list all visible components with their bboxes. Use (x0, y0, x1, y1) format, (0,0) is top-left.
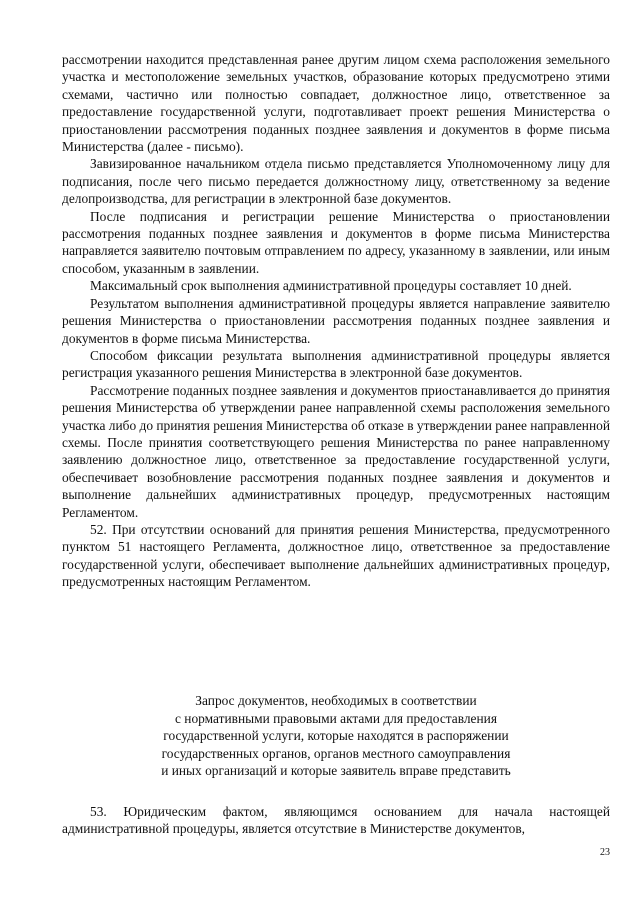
paragraph-signing-registration: После подписания и регистрации решение Министерства о приостановлении рассмотрения поданных позднее заявления и документов в форме письма Министерства направляется заявителю почтовым отправлением по адресу, указанному в заявлении, или иным способом, указанным в заявлении. (62, 208, 610, 276)
section-heading-line: и иных организаций и которые заявитель вправе представить (161, 763, 511, 779)
section-heading-line: с нормативными правовыми актами для предоставления (174, 710, 497, 726)
paragraph-procedure-result: Результатом выполнения административной процедуры является направление заявителю решения Министерства о приостановлении рассмотрения поданных позднее заявления и документов в форме письма Министерства. (62, 295, 610, 346)
paragraph-endorsed-letter: Завизированное начальником отдела письмо представляется Уполномоченному лицу для подписания, после чего письмо передается должностному лицу, ответственному за ведение делопроизводства, для регистрации в электронной базе документов. (62, 156, 610, 207)
page-number: 23 (600, 847, 610, 858)
paragraph-clause-53: 53. Юридическим фактом, являющимся основанием для начала настоящей административной процедуры, является отсутствие в Министерстве документов, (62, 804, 610, 837)
document-body (62, 51, 610, 591)
section-heading-line: государственных органов, органов местного самоуправления (161, 745, 511, 761)
document-body-continued (62, 803, 610, 838)
paragraph-suspension: Рассмотрение поданных позднее заявления и документов приостанавливается до принятия решения Министерства об утверждении ранее направленной схемы расположения земельного участка либо до принятия решения Министерства об отказе в утверждении ранее направленной схемы. После принятия соответствующего решения Министерства по ранее направленному заявлению должностное лицо, ответственное за предоставление государственной услуги, обеспечивает возобновление рассмотрения поданных позднее заявления и документов и выполнение дальнейших административных процедур, предусмотренных настоящим Регламентом. (62, 382, 610, 520)
section-heading (62, 692, 610, 780)
paragraph-clause-52: 52. При отсутствии оснований для принятия решения Министерства, предусмотренного пунктом 51 настоящего Регламента, должностное лицо, ответственное за предоставление государственной услуги, обеспечивает выполнение дальнейших административных процедур, предусмотренных настоящим Регламентом. (62, 521, 610, 590)
paragraph-fixation-method: Способом фиксации результата выполнения административной процедуры является регистрация указанного решения Министерства в электронной базе документов. (62, 347, 610, 381)
paragraph-continuation: рассмотрении находится представленная ранее другим лицом схема расположения земельного участка и местоположение земельных участков, образование которых предусмотрено этими схемами, частично или полностью совпадает, должностное лицо, ответственное за предоставление государственной услуги, подготавливает проект решения Министерства о приостановлении рассмотрения поданных позднее заявления и документов в форме письма Министерства (далее - письмо). (62, 52, 610, 155)
section-heading-line: Запрос документов, необходимых в соответствии (195, 693, 477, 708)
paragraph-maximum-term: Максимальный срок выполнения административной процедуры составляет 10 дней. (90, 278, 572, 294)
section-heading-line: государственной услуги, которые находятся в распоряжении (163, 728, 509, 744)
